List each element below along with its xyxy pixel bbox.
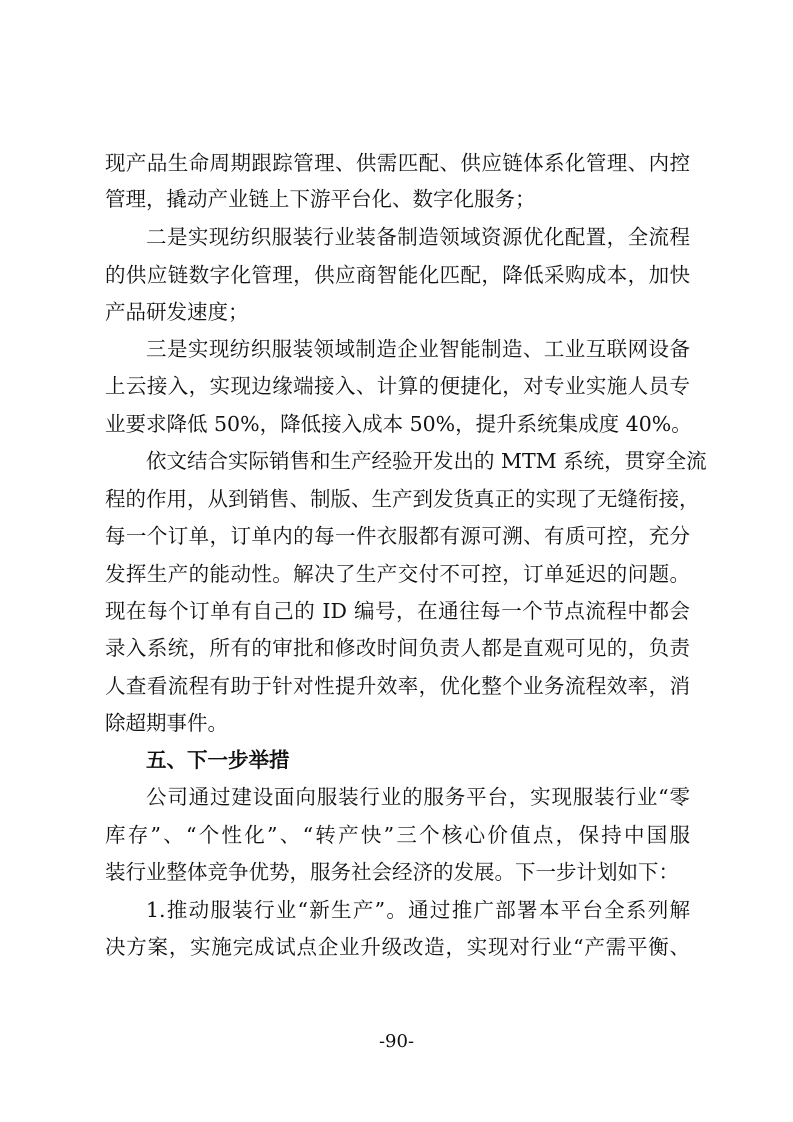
text-line: 人查看流程有助于针对性提升效率，优化整个业务流程效率，消 [105,674,690,698]
text-line: 现产品生命周期跟踪管理、供需匹配、供应链体系化管理、内控 [105,151,690,175]
text-line: 发挥生产的能动性。解决了生产交付不可控，订单延迟的问题。 [105,562,690,586]
page-number: -90- [378,1031,415,1052]
text-line: 除超期事件。 [105,711,228,735]
text-line: 产品研发速度； [105,300,249,324]
text-line: 三是实现纺织服装领域制造企业智能制造、工业互联网设备 [146,337,690,361]
text-line: 每一个订单，订单内的每一件衣服都有源可溯、有质可控，充分 [105,524,690,548]
text-line: 上云接入，实现边缘端接入、计算的便捷化，对专业实施人员专 [105,374,690,398]
text-line: 二是实现纺织服装行业装备制造领域资源优化配置，全流程 [146,225,690,249]
text-line: 库存”、“个性化”、“转产快”三个核心价值点，保持中国服 [105,823,690,847]
text-line: 依文结合实际销售和生产经验开发出的 MTM 系统，贯穿全流 [146,449,707,473]
text-line: 录入系统，所有的审批和修改时间负责人都是直观可见的，负责 [105,636,690,660]
text-line: 业要求降低 50%，降低接入成本 50%，提升系统集成度 40%。 [105,412,692,436]
text-line: 装行业整体竞争优势，服务社会经济的发展。下一步计划如下： [105,860,679,884]
text-line: 现在每个订单有自己的 ID 编号，在通往每一个节点流程中都会 [105,599,690,623]
text-line: 1.推动服装行业“新生产”。通过推广部署本平台全系列解 [146,898,690,922]
text-line: 决方案，实施完成试点企业升级改造，实现对行业“产需平衡、 [105,935,690,959]
text-line: 的供应链数字化管理，供应商智能化匹配，降低采购成本，加快 [105,263,690,287]
text-line: 公司通过建设面向服装行业的服务平台，实现服装行业“零 [146,785,690,809]
text-line: 程的作用，从到销售、制版、生产到发货真正的实现了无缝衔接， [105,487,700,511]
section-heading: 五、下一步举措 [146,748,290,772]
text-line: 管理，撬动产业链上下游平台化、数字化服务； [105,187,536,211]
